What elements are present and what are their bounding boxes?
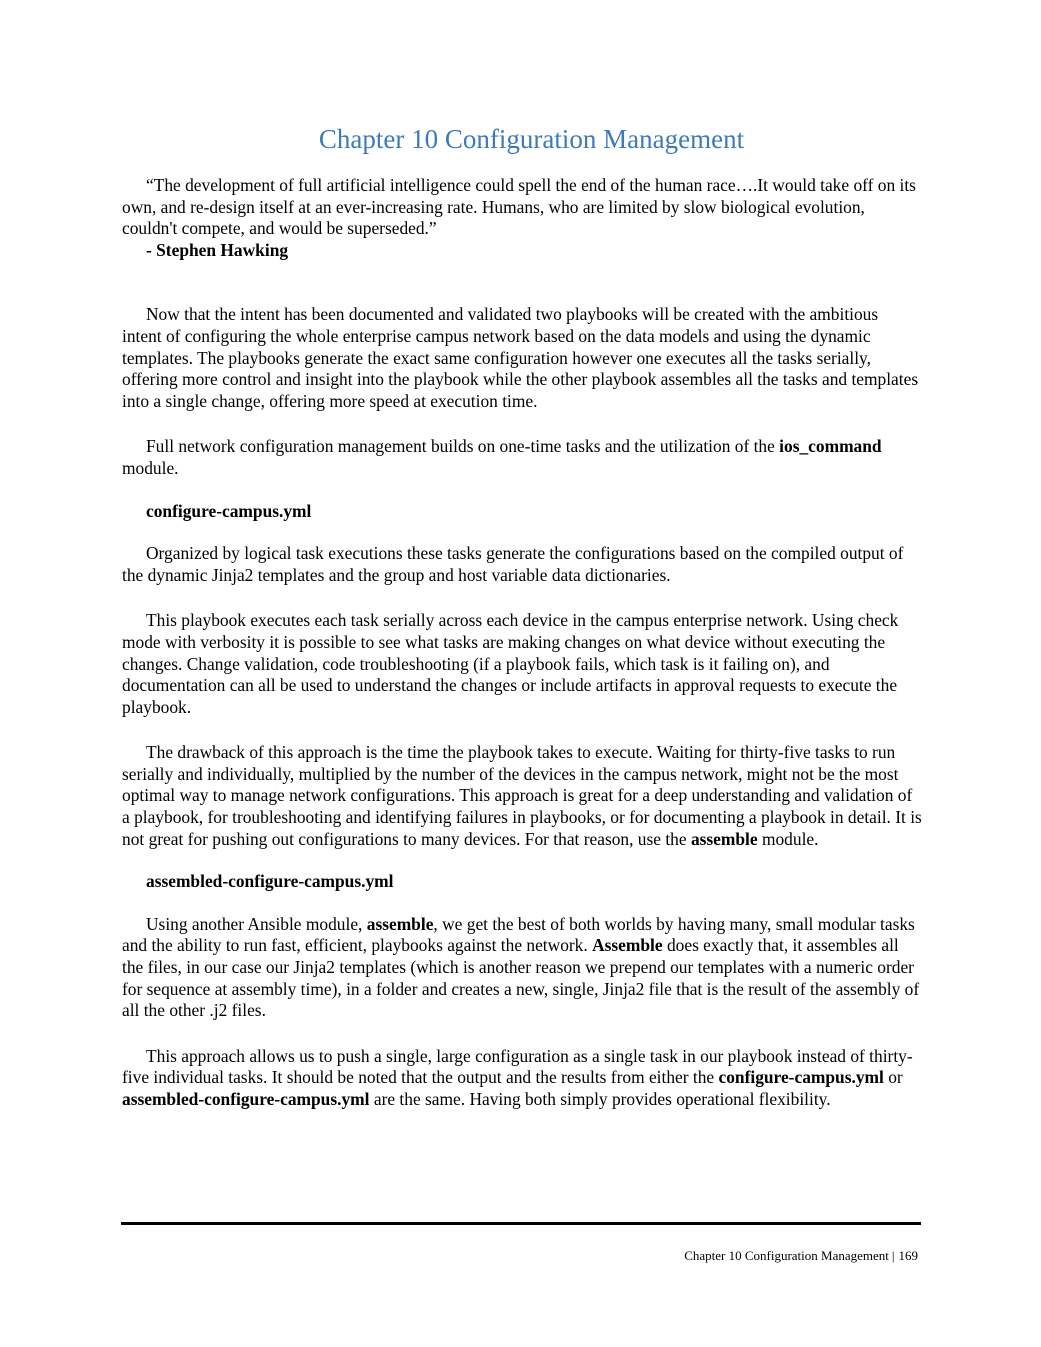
module-name-ios-command: ios_command — [779, 436, 882, 457]
spacer — [122, 522, 922, 543]
footer-divider — [121, 1222, 921, 1225]
spacer — [122, 718, 922, 742]
paragraph-assemble-module — [122, 914, 922, 1022]
paragraph-text: module. — [122, 457, 179, 478]
chapter-title: Chapter 10 Configuration Management — [318, 124, 745, 154]
paragraph-text: are the same. Having both simply provides operational flexibility. — [369, 1089, 831, 1109]
paragraph-full-config — [122, 436, 922, 479]
quote-text: “The development of full artificial intelligence could spell the end of the human race….It would take off on its own, and re-design itself at an ever-increasing rate. Humans, who are limited by slow biological evolution, couldn't compete, and would be superseded.” — [122, 175, 916, 239]
body-text — [122, 175, 922, 1111]
paragraph-text: The drawback of this approach is the time the playbook takes to execute. Waiting for thirty-five tasks to run serially and individually, multiplied by the number of the devices in the campus network, might not be the most optimal way to manage network configurations. This approach is great for a deep understanding and validation of a playbook, for troubleshooting and identifying failures in playbooks, or for documenting a playbook in detail. It is not great for pushing out configurations to many devices. For that reason, use the — [122, 742, 922, 849]
page-footer — [684, 1248, 918, 1264]
paragraph-organized: Organized by logical task executions these tasks generate the configurations based on the compiled output of the dynamic Jinja2 templates and the group and host variable data dictionaries. — [122, 543, 904, 585]
module-name-assemble: Assemble — [592, 935, 663, 956]
page-number: 169 — [898, 1248, 918, 1263]
paragraph-text: does exactly that, it assembles all the files, in our case our Jinja2 templates (which is another reason we prepend our templates with a numeric order for sequence at assembly time), in a folder and creates a new, single, Jinja2 file that is the result of the assembly of all the other .j2 files. — [122, 935, 920, 1021]
spacer — [122, 586, 922, 610]
paragraph-text: This approach allows us to push a single, large configuration as a single task in our playbook instead of thirty-five individual tasks. It should be noted that the output and the results from either the — [122, 1045, 913, 1088]
spacer — [122, 480, 922, 501]
footer-chapter-label: Chapter 10 Configuration Management — [684, 1248, 889, 1263]
paragraph-single-config — [122, 1046, 922, 1111]
filename-assembled-configure-campus: assembled-configure-campus.yml — [122, 1089, 370, 1109]
spacer — [122, 1022, 922, 1046]
paragraph-text: module. — [757, 828, 819, 849]
module-name-assemble: assemble — [366, 913, 434, 934]
quote-attribution: - Stephen Hawking — [146, 239, 289, 260]
filename-configure-campus: configure-campus.yml — [718, 1067, 884, 1088]
section-heading-configure-campus: configure-campus.yml — [146, 500, 312, 521]
paragraph-serial-execution: This playbook executes each task serially across each device in the campus enterprise network. Using check mode with verbosity it is possible to see what tasks are making changes on what device without executing the changes. Change validation, code troubleshooting (if a playbook fails, which task is it failing on), and documentation can all be used to understand the changes or include artifacts in approval requests to execute the playbook. — [122, 610, 899, 717]
footer-separator: | — [891, 1248, 895, 1263]
paragraph-text: Using another Ansible module, — [146, 913, 367, 934]
spacer — [122, 261, 922, 304]
paragraph-text: Full network configuration management builds on one-time tasks and the utilization of the — [146, 436, 780, 457]
paragraph-drawback — [122, 742, 922, 850]
paragraph-text: , we get the best of both worlds by having many, small modular tasks and the ability to run fast, efficient, playbooks against the network. — [122, 913, 915, 956]
spacer — [122, 850, 922, 871]
spacer — [122, 412, 922, 436]
module-name-assemble: assemble — [690, 828, 758, 849]
section-heading-assembled-configure-campus: assembled-configure-campus.yml — [146, 871, 394, 892]
paragraph-intro: Now that the intent has been documented and validated two playbooks will be created with the ambitious intent of configuring the whole enterprise campus network based on the data models and using the dynamic templates. The playbooks generate the exact same configuration however one executes all the tasks serially, offering more control and insight into the playbook while the other playbook assembles all the tasks and templates into a single change, offering more speed at execution time. — [122, 304, 919, 411]
paragraph-text: or — [883, 1067, 903, 1088]
spacer — [122, 893, 922, 914]
